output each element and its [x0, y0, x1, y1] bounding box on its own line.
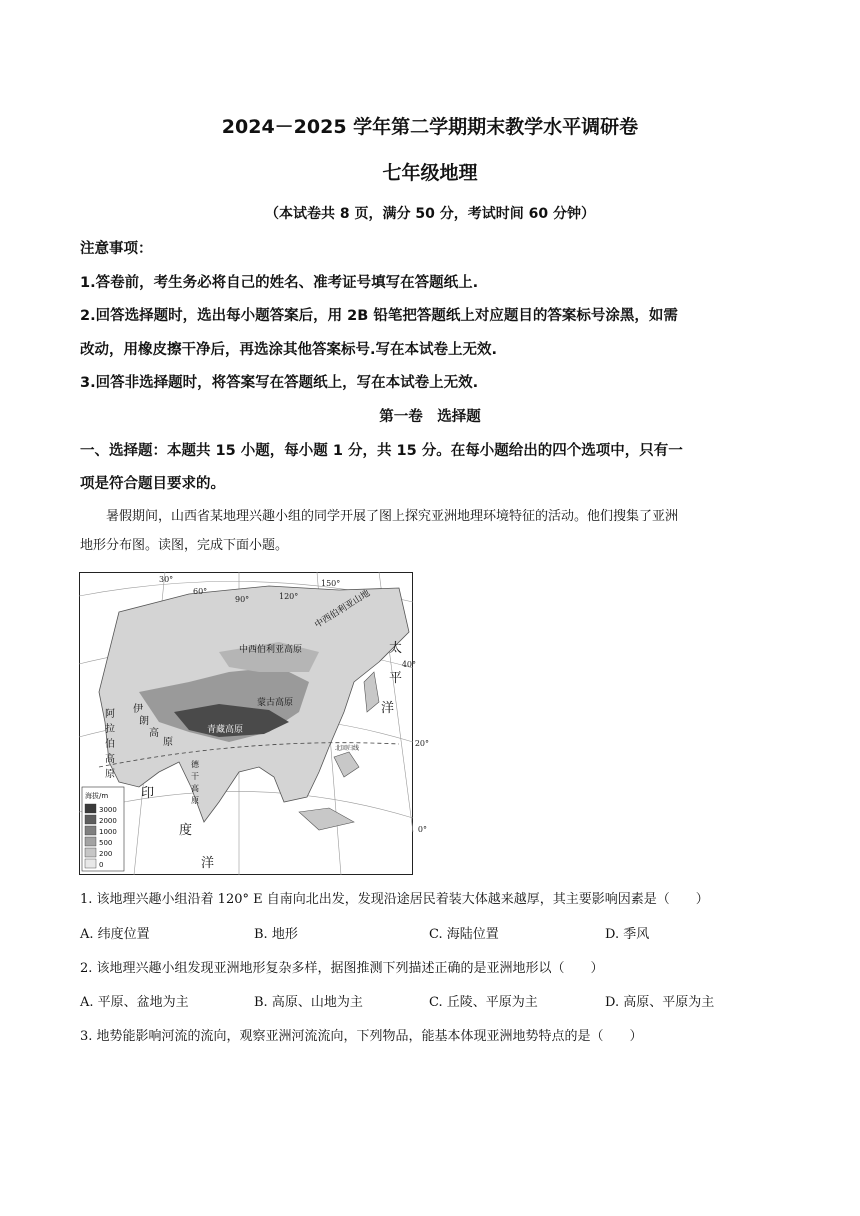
question-2: 2. 该地理兴趣小组发现亚洲地形复杂多样，据图推测下列描述正确的是亚洲地形以（ ）: [80, 961, 604, 976]
label-deccan-1: 德: [191, 760, 199, 769]
label-iran-2: 朗: [139, 716, 149, 727]
q1-option-b[interactable]: B. 地形: [254, 927, 298, 942]
label-arabia-1: 阿: [105, 709, 115, 720]
label-indian-2: 度: [179, 823, 193, 838]
lon-label-90: 90°: [235, 595, 250, 604]
legend-swatch: [85, 837, 96, 846]
lon-label-30: 30°: [159, 575, 174, 584]
legend-level-label: 1000: [99, 828, 117, 836]
note-1: 1.答卷前，考生务必将自己的姓名、准考证号填写在答题纸上.: [80, 275, 479, 291]
label-arabia-4: 高: [105, 754, 115, 765]
q2-option-a[interactable]: A. 平原、盆地为主: [80, 995, 189, 1010]
label-arabia-5: 原: [105, 769, 115, 780]
label-indian-1: 印: [141, 786, 155, 801]
label-mongolia: 蒙古高原: [257, 698, 294, 708]
label-siberia-mountains: 中西伯利亚山地: [313, 588, 373, 631]
legend-swatch: [85, 848, 96, 857]
legend-level-label: 500: [99, 839, 113, 847]
lat-label-20: 20°: [414, 739, 429, 748]
question-1-options: [80, 923, 785, 943]
q2-option-b[interactable]: B. 高原、山地为主: [254, 995, 363, 1010]
q2-option-c[interactable]: C. 丘陵、平原为主: [429, 995, 538, 1010]
section-heading-line-1: 一、选择题：本题共 15 小题，每小题 1 分，共 15 分。在每小题给出的四个选项中，只有一: [80, 443, 683, 459]
label-iran-1: 伊: [133, 704, 143, 715]
exam-info: （本试卷共 8 页，满分 50 分，考试时间 60 分钟）: [265, 206, 595, 222]
lon-label-120: 120°: [279, 592, 299, 601]
legend-title: 海拔/m: [85, 792, 109, 800]
label-iran-4: 原: [163, 737, 173, 748]
label-arabia-2: 拉: [105, 724, 115, 735]
intro-line-2: 地形分布图。读图，完成下面小题。: [80, 538, 289, 553]
label-tibet: 青藏高原: [207, 725, 244, 735]
label-iran-3: 高: [149, 728, 159, 739]
legend-level-label: 0: [99, 861, 104, 869]
question-1: 1. 该地理兴趣小组沿着 120° E 自南向北出发，发现沿途居民着装大体越来越厚，其主要影响因素是（ ）: [80, 892, 709, 907]
legend-level-label: 2000: [99, 817, 117, 825]
exam-title: 2024－2025 学年第二学期期末教学水平调研卷: [221, 116, 639, 138]
label-siberia-plateau: 中西伯利亚高原: [239, 645, 303, 655]
q1-option-c[interactable]: C. 海陆位置: [429, 927, 499, 942]
intro-passage: [80, 502, 785, 560]
label-pacific-1: 太: [389, 641, 403, 656]
q1-option-d[interactable]: D. 季风: [605, 927, 650, 942]
elevation-legend: [82, 787, 124, 871]
label-arabia-3: 伯: [105, 739, 115, 750]
section-heading-line-2: 项是符合题目要求的。: [80, 476, 225, 492]
note-3: 3.回答非选择题时，将答案写在答题纸上，写在本试卷上无效.: [80, 375, 479, 391]
label-indian-3: 洋: [201, 856, 215, 871]
question-3: 3. 地势能影响河流的流向，观察亚洲河流流向，下列物品，能基本体现亚洲地势特点的是（ ）: [80, 1029, 643, 1044]
label-deccan-4: 原: [191, 796, 199, 805]
lat-label-40: 40°: [401, 660, 416, 669]
q2-option-d[interactable]: D. 高原、平原为主: [605, 995, 715, 1010]
legend-level-label: 3000: [99, 806, 117, 814]
lat-label-0: 0°: [417, 825, 427, 834]
legend-swatch: [85, 859, 96, 868]
question-2-options: [80, 991, 785, 1011]
notes-heading: 注意事项：: [80, 241, 153, 257]
note-2-line-2: 改动，用橡皮擦干净后，再选涂其他答案标号.写在本试卷上无效.: [80, 342, 498, 358]
exam-subject: 七年级地理: [382, 162, 478, 184]
label-pacific-3: 洋: [381, 701, 395, 716]
legend-level-label: 200: [99, 850, 113, 858]
legend-swatch: [85, 815, 96, 824]
q1-option-a[interactable]: A. 纬度位置: [80, 927, 150, 942]
part-heading: 第一卷 选择题: [379, 409, 481, 425]
legend-swatch: [85, 826, 96, 835]
label-tropic: 北回归线: [335, 745, 360, 752]
asia-topographic-map: [79, 572, 429, 875]
label-deccan-3: 高: [191, 784, 199, 793]
lon-label-60: 60°: [193, 587, 208, 596]
label-deccan-2: 干: [191, 772, 199, 781]
intro-line-1: 暑假期间，山西省某地理兴趣小组的同学开展了图上探究亚洲地理环境特征的活动。他们搜集了亚洲: [106, 509, 679, 524]
label-pacific-2: 平: [389, 671, 403, 686]
legend-swatch: [85, 804, 96, 813]
lon-label-150: 150°: [321, 579, 341, 588]
note-2-line-1: 2.回答选择题时，选出每小题答案后，用 2B 铅笔把答题纸上对应题目的答案标号涂黑，如需: [80, 308, 678, 324]
